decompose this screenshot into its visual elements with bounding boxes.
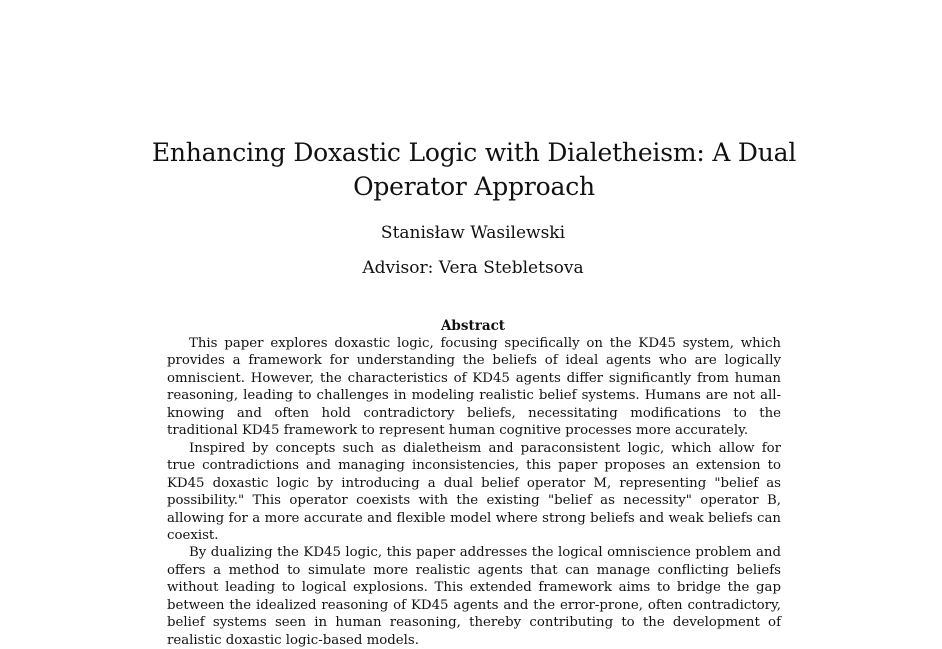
abstract-paragraph: By dualizing the KD45 logic, this paper addresses the logical omniscience problem and offers a method to simulate more realistic agents that can manage conflicting beliefs without leading to logical explosions. This extended framework aims to bridge the gap between the idealized reasoning of KD45 agents and the error-prone, often contradictory, belief systems seen in human reasoning, thereby contributing to the development of realistic doxastic logic-based models. (167, 545, 781, 648)
abstract-heading: Abstract (440, 318, 506, 334)
abstract-paragraph: Inspired by concepts such as dialetheism and paraconsistent logic, which allow for true contradictions and managing inconsistencies, this paper proposes an extension to KD45 doxastic logic by introducing a dual belief operator M, representing "belief as possibility." This operator coexists with the existing "belief as necessity" operator B, allowing for a more accurate and flexible model where strong beliefs and weak beliefs can coexist. (167, 440, 781, 543)
advisor-line: Advisor: Vera Stebletsova (362, 258, 584, 278)
abstract-body (167, 335, 781, 649)
abstract-paragraph: This paper explores doxastic logic, focusing specifically on the KD45 system, which provides a framework for understanding the beliefs of ideal agents who are logically omniscient. However, the characteristics of KD45 agents differ significantly from human reasoning, leading to challenges in modeling realistic belief systems. Humans are not all-knowing and often hold contradictory beliefs, necessitating modifications to the traditional KD45 framework to represent human cognitive processes more accurately. (167, 336, 781, 439)
paper-title: Enhancing Doxastic Logic with Dialetheism: A Dual Operator Approach (151, 138, 797, 201)
author-name: Stanisław Wasilewski (380, 223, 566, 243)
